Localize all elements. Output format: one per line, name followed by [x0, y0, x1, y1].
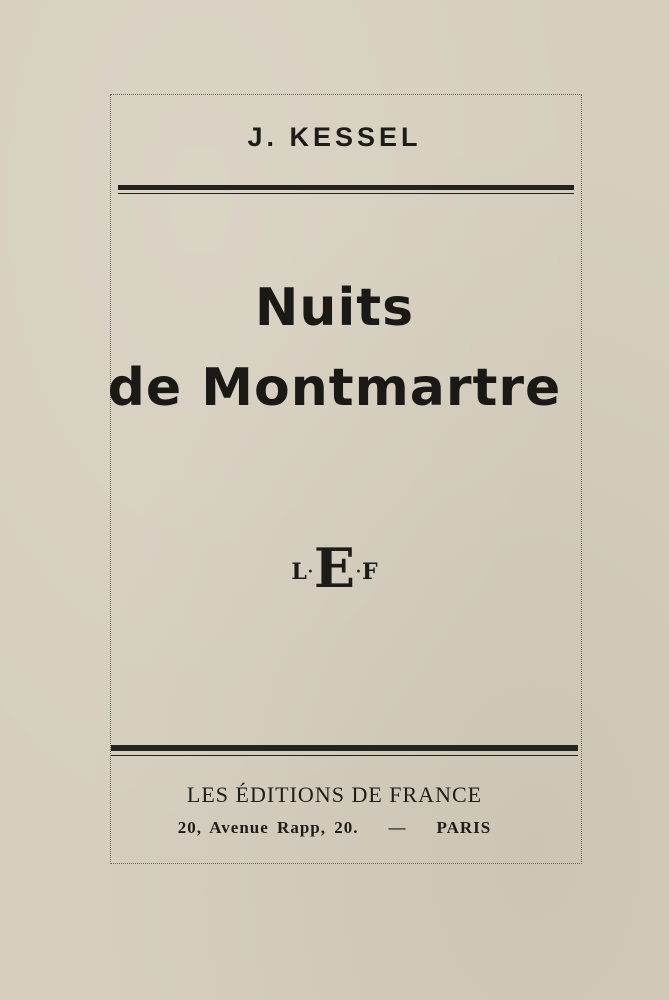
author-name: J. KESSEL	[247, 122, 422, 152]
logo-letter-e: E	[313, 536, 355, 600]
logo-letter-l: L	[291, 559, 307, 585]
bottom-thin-rule	[111, 755, 578, 756]
logo-dot-2: ·	[355, 560, 362, 585]
publisher-address: 20, Avenue Rapp, 20.	[177, 818, 359, 837]
publisher-name: LES ÉDITIONS DE FRANCE	[186, 782, 483, 807]
logo-dot-1: ·	[306, 560, 314, 585]
publisher-logo	[0, 536, 669, 600]
publisher-city: PARIS	[436, 818, 492, 837]
logo-letter-f: F	[362, 559, 378, 585]
title-line-1: Nuits	[254, 278, 415, 338]
address-dash: —	[388, 818, 407, 837]
top-thin-rule	[118, 193, 574, 194]
publisher-address-line	[0, 818, 669, 838]
bottom-thick-rule	[111, 745, 578, 751]
top-thick-rule	[118, 185, 574, 190]
title-line-2: de Montmartre	[107, 358, 562, 418]
